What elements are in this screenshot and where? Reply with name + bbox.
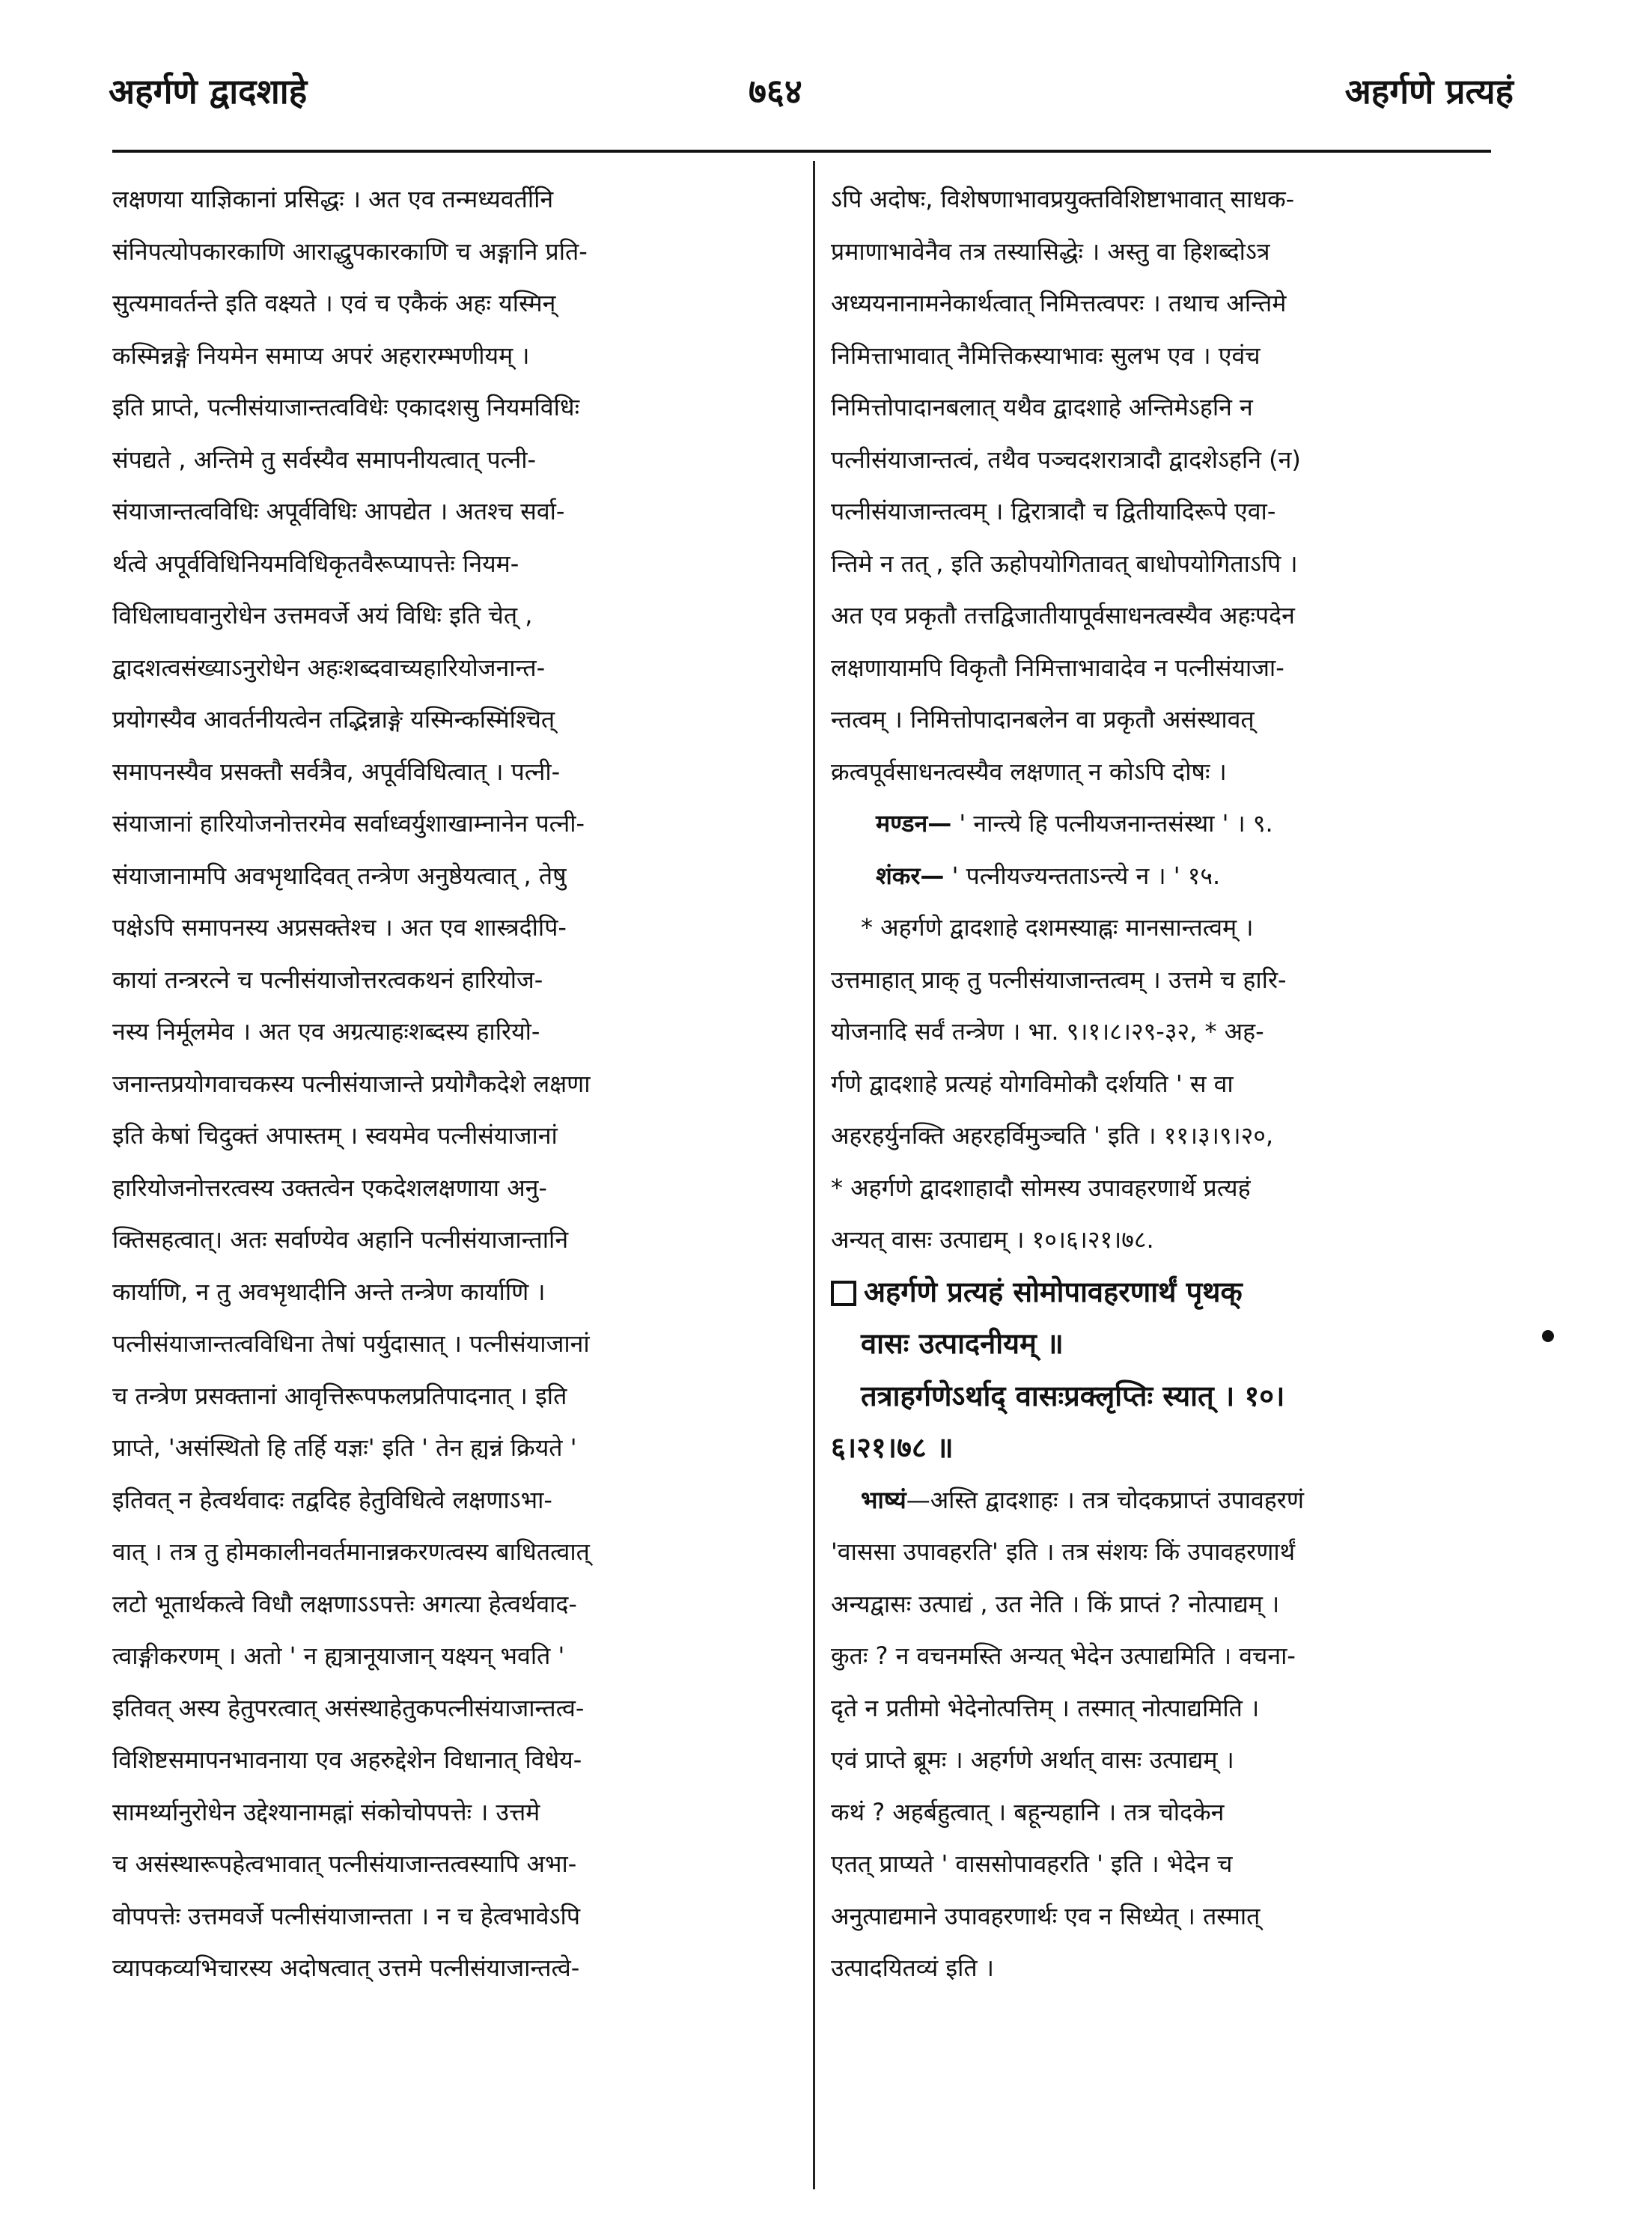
mandana-label: मण्डन— — [876, 809, 952, 838]
bhashya-line: कुतः ? न वचनमस्ति अन्यत् भेदेन उत्पाद्यमिति । वचना- — [831, 1641, 1296, 1670]
text-line: पत्नीसंयाजान्तत्वविधिना तेषां पर्युदासात् । पत्नीसंयाजानां — [112, 1329, 590, 1358]
text-line: प्राप्ते, 'असंस्थितो हि तर्हि यज्ञः' इति ' तेन ह्यन्नं क्रियते ' — [112, 1433, 577, 1462]
text-line: च असंस्थारूपहेत्वभावात् पत्नीसंयाजान्तत्वस्यापि अभा- — [112, 1850, 577, 1878]
running-header-right: अहर्गणे प्रत्यहं — [1344, 71, 1514, 112]
section-heading-line-2: वासः उत्पादनीयम् ॥ — [861, 1327, 1064, 1360]
bhashya-first: —अस्ति द्वादशाहः । तत्र चोदकप्राप्तं उपावहरणं — [906, 1485, 1304, 1514]
text-line: प्रमाणाभावेनैव तत्र तस्यासिद्धेः । अस्तु वा हिशब्दोऽत्र — [831, 237, 1270, 266]
text-line: न्तत्वम् । निमित्तोपादानबलेन वा प्रकृतौ असंस्थावत् — [831, 705, 1255, 734]
text-line: वात् । तत्र तु होमकालीनवर्तमानान्नकरणत्वस्य बाधितत्वात् — [112, 1537, 590, 1566]
text-line: न्तिमे न तत् , इति ऊहोपयोगितावत् बाधोपयोगिताऽपि । — [831, 549, 1298, 578]
text-line: अत एव प्रकृतौ तत्तद्विजातीयापूर्वसाधनत्वस्यैव अहःपदेन — [831, 601, 1295, 629]
text-line: कायां तन्त्ररत्ने च पत्नीसंयाजोत्तरत्वकथनं हारियोज- — [112, 965, 543, 994]
sutra-line: तत्राहर्गणेऽर्थाद् वासःप्रक्लृप्तिः स्यात् । १०। — [861, 1379, 1285, 1412]
reference-line: र्गणे द्वादशाहे प्रत्यहं योगविमोकौ दर्शयति ' स वा — [831, 1069, 1234, 1098]
text-line: कस्मिन्नङ्गे नियमेन समाप्य अपरं अहरारम्भणीयम् । — [112, 341, 530, 370]
text-line: निमित्तोपादानबलात् यथैव द्वादशाहे अन्तिमेऽहनि न — [831, 393, 1253, 421]
left-column — [112, 174, 771, 1995]
text-line: लक्षणायामपि विकृतौ निमित्ताभावादेव न पत्नीसंयाजा- — [831, 653, 1284, 682]
shankara-citation — [831, 850, 1490, 903]
bhashya-line — [831, 1475, 1490, 1527]
text-line: सुत्यमावर्तन्ते इति वक्ष्यते । एवं च एकैकं अहः यस्मिन् — [112, 289, 556, 317]
text-line: अध्ययनानामनेकार्थत्वात् निमित्तत्वपरः । तथाच अन्तिमे — [831, 289, 1287, 317]
text-line: प्रयोगस्यैव आवर्तनीयत्वेन तद्भिन्नाङ्गे यस्मिन्कस्मिंश्चित् — [112, 705, 555, 734]
section-mark-icon — [831, 1281, 856, 1306]
text-line: पक्षेऽपि समापनस्य अप्रसक्तेश्च । अत एव शास्त्रदीपि- — [112, 913, 567, 942]
reference-line: * अहर्गणे द्वादशाहे दशमस्याह्नः मानसान्तत्वम् । — [861, 913, 1254, 942]
text-line: क्तिसहत्वात्। अतः सर्वाण्येव अहानि पत्नीसंयाजान्तानि — [112, 1225, 569, 1254]
margin-dot — [1542, 1330, 1554, 1342]
text-line: हारियोजनोत्तरत्वस्य उक्तत्वेन एकदेशलक्षणाया अनु- — [112, 1173, 547, 1202]
mandana-text: ' नान्त्ये हि पत्नीयजनान्तसंस्था ' । ९. — [951, 809, 1273, 838]
reference-line: अहरहर्युनक्ति अहरहर्विमुञ्चति ' इति । ११।३।९।२०, — [831, 1121, 1274, 1150]
shankara-label: शंकर— — [876, 861, 945, 890]
page-number: ७६४ — [749, 71, 802, 112]
text-line: र्थत्वे अपूर्वविधिनियमविधिकृतवैरूप्यापत्तेः नियम- — [112, 549, 519, 578]
running-header-left: अहर्गणे द्वादशाहे — [109, 71, 308, 112]
text-line: निमित्ताभावात् नैमित्तिकस्याभावः सुलभ एव । एवंच — [831, 341, 1261, 370]
reference-line: अन्यत् वासः उत्पाद्यम् । १०।६।२१।७८. — [831, 1225, 1154, 1254]
text-line: जनान्तप्रयोगवाचकस्य पत्नीसंयाजान्ते प्रयोगैकदेशे लक्षणा — [112, 1069, 591, 1098]
text-line: इतिवत् न हेत्वर्थवादः तद्वदिह हेतुविधित्वे लक्षणाऽभा- — [112, 1485, 552, 1514]
text-line: च तन्त्रेण प्रसक्तानां आवृत्तिरूपफलप्रतिपादनात् । इति — [112, 1381, 567, 1410]
text-line: संयाजान्तत्वविधिः अपूर्वविधिः आपद्येत । अतश्च सर्वा- — [112, 497, 565, 525]
text-line: द्वादशत्वसंख्याऽनुरोधेन अहःशब्दवाच्यहारियोजनान्त- — [112, 653, 546, 682]
column-divider — [813, 161, 815, 2189]
sutra-line: ६।२१।७८ ॥ — [831, 1431, 954, 1464]
text-line: लक्षणया याज्ञिकानां प्रसिद्धः । अत एव तन्मध्यवर्तीनि — [112, 185, 554, 213]
text-line: व्यापकव्यभिचारस्य अदोषत्वात् उत्तमे पत्नीसंयाजान्तत्वे- — [112, 1954, 580, 1982]
text-line: संयाजानां हारियोजनोत्तरमेव सर्वाध्वर्युशाखाम्नानेन पत्नी- — [112, 809, 585, 838]
text-line: क्रत्वपूर्वसाधनत्वस्यैव लक्षणात् न कोऽपि दोषः । — [831, 757, 1227, 786]
text-line: संनिपत्योपकारकाणि आराद्धुपकारकाणि च अङ्गानि प्रति- — [112, 237, 588, 266]
text-line: सामर्थ्यानुरोधेन उद्देश्यानामह्नां संकोचोपपत्तेः । उत्तमे — [112, 1797, 540, 1826]
bhashya-label: भाष्यं — [861, 1485, 906, 1514]
text-line: विशिष्टसमापनभावनाया एव अहरुद्देशेन विधानात् विधेय- — [112, 1745, 582, 1774]
header-rule — [112, 150, 1491, 153]
text-line: समापनस्यैव प्रसक्तौ सर्वत्रैव, अपूर्वविधित्वात् । पत्नी- — [112, 757, 561, 786]
text-line: संयाजानामपि अवभृथादिवत् तन्त्रेण अनुष्ठेयत्वात् , तेषु — [112, 861, 567, 890]
bhashya-line: दृते न प्रतीमो भेदेनोत्पत्तिम् । तस्मात् नोत्पाद्यमिति । — [831, 1693, 1260, 1722]
text-line: इति केषां चिदुक्तं अपास्तम् । स्वयमेव पत्नीसंयाजानां — [112, 1121, 558, 1150]
text-line: ऽपि अदोषः, विशेषणाभावप्रयुक्तविशिष्टाभावात् साधक- — [831, 185, 1295, 213]
bhashya-line: कथं ? अहर्बहुत्वात् । बहून्यहानि । तत्र चोदकेन — [831, 1797, 1225, 1826]
section-heading-line-1: अहर्गणे प्रत्यहं सोमोपावहरणार्थं पृथक् — [864, 1275, 1243, 1308]
text-line: कार्याणि, न तु अवभृथादीनि अन्ते तन्त्रेण कार्याणि । — [112, 1277, 546, 1306]
reference-line: योजनादि सर्वं तन्त्रेण । भा. ९।१।८।२९-३२, * अह- — [831, 1017, 1264, 1046]
reference-line: * अहर्गणे द्वादशाहादौ सोमस्य उपावहरणार्थे प्रत्यहं — [831, 1173, 1251, 1202]
text-line: वोपपत्तेः उत्तमवर्जे पत्नीसंयाजान्तता । न च हेत्वभावेऽपि — [112, 1901, 581, 1930]
bhashya-line: उत्पादयितव्यं इति । — [831, 1954, 994, 1982]
text-line: पत्नीसंयाजान्तत्वम् । द्विरात्रादौ च द्वितीयादिरूपे एवा- — [831, 497, 1276, 525]
bhashya-line: अन्यद्वासः उत्पाद्यं , उत नेति । किं प्राप्तं ? नोत्पाद्यम् । — [831, 1589, 1280, 1618]
bhashya-line: एवं प्राप्ते ब्रूमः । अहर्गणे अर्थात् वासः उत्पाद्यम् । — [831, 1745, 1234, 1774]
mandana-citation — [831, 798, 1490, 850]
bhashya-line: एतत् प्राप्यते ' वाससोपावहरति ' इति । भेदेन च — [831, 1850, 1233, 1878]
section-heading — [831, 1266, 1490, 1319]
text-line: लटो भूतार्थकत्वे विधौ लक्षणाऽऽपत्तेः अगत्या हेत्वर्थवाद- — [112, 1589, 577, 1618]
text-line: इतिवत् अस्य हेतुपरत्वात् असंस्थाहेतुकपत्नीसंयाजान्तत्व- — [112, 1693, 585, 1722]
bhashya-line: 'वाससा उपावहरति' इति । तत्र संशयः किं उपावहरणार्थं — [831, 1537, 1296, 1566]
text-line: विधिलाघवानुरोधेन उत्तमवर्जे अयं विधिः इति चेत् , — [112, 601, 533, 629]
reference-line: उत्तमाहात् प्राक् तु पत्नीसंयाजान्तत्वम् । उत्तमे च हारि- — [831, 965, 1287, 994]
shankara-text: ' पत्नीयज्यन्तताऽन्त्ये न । ' १५. — [944, 861, 1221, 890]
text-line: त्वाङ्गीकरणम् । अतो ' न ह्यत्रानूयाजान् यक्ष्यन् भवति ' — [112, 1641, 565, 1670]
right-column — [831, 174, 1490, 1995]
text-line: संपद्यते , अन्तिमे तु सर्वस्यैव समापनीयत्वात् पत्नी- — [112, 445, 537, 474]
bhashya-line: अनुत्पाद्यमाने उपावहरणार्थः एव न सिध्येत् । तस्मात् — [831, 1901, 1261, 1930]
text-line: पत्नीसंयाजान्तत्वं, तथैव पञ्चदशरात्रादौ द्वादशेऽहनि (न) — [831, 445, 1301, 474]
text-line: इति प्राप्ते, पत्नीसंयाजान्तत्वविधेः एकादशसु नियमविधिः — [112, 393, 580, 421]
text-line: नस्य निर्मूलमेव । अत एव अग्रत्याहःशब्दस्य हारियो- — [112, 1017, 540, 1046]
